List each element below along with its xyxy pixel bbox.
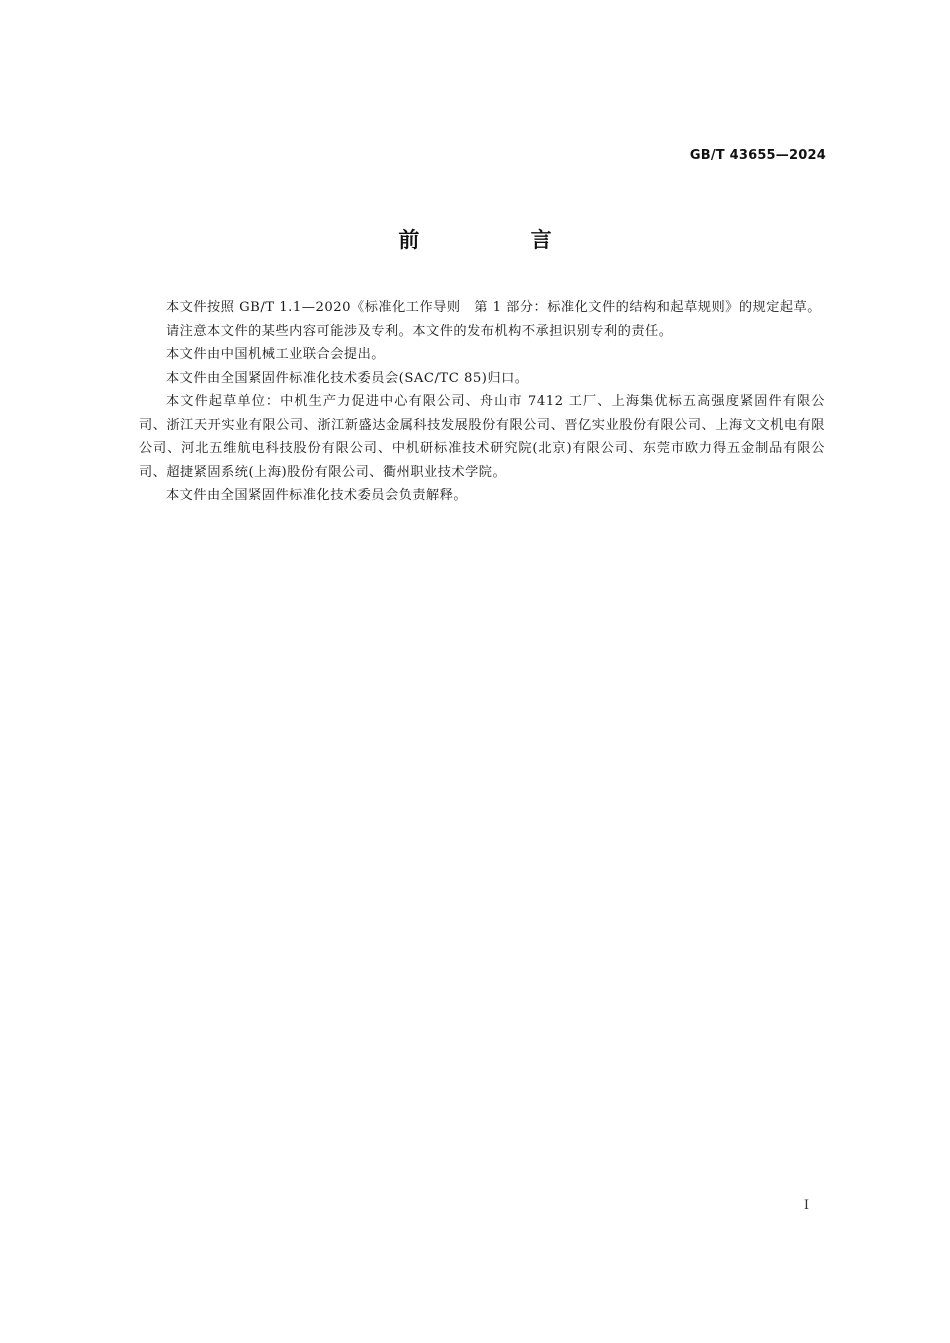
page-number: I [803,1198,809,1213]
standard-number: GB/T 43655—2024 [689,148,826,163]
paragraph-drafting-rules: 本文件按照 GB/T 1.1—2020《标准化工作导则 第 1 部分：标准化文件的结构和起草规则》的规定起草。 [166,300,821,315]
foreword-body [139,296,825,508]
paragraph-interpretation: 本文件由全国紧固件标准化技术委员会负责解释。 [166,488,468,503]
paragraph-committee: 本文件由全国紧固件标准化技术委员会(SAC/TC 85)归口。 [166,370,529,386]
paragraph-patent-notice: 请注意本文件的某些内容可能涉及专利。本文件的发布机构不承担识别专利的责任。 [166,323,673,339]
paragraph-drafting-units: 本文件起草单位：中机生产力促进中心有限公司、舟山市 7412 工厂、上海集优标五高强度紧固件有限公司、浙江天开实业有限公司、浙江新盛达金属科技发展股份有限公司、晋亿实业股份有限公司、上海文文机电有限公司、河北五维航电科技股份有限公司、中机研标准技术研究院(北京)有限公司、东莞市欧力得五金制品有限公司、超捷紧固系统(上海)股份有限公司、衢州职业技术学院。 [139,394,825,480]
page-title: 前 言 [398,228,604,252]
paragraph-proposer: 本文件由中国机械工业联合会提出。 [166,347,385,362]
